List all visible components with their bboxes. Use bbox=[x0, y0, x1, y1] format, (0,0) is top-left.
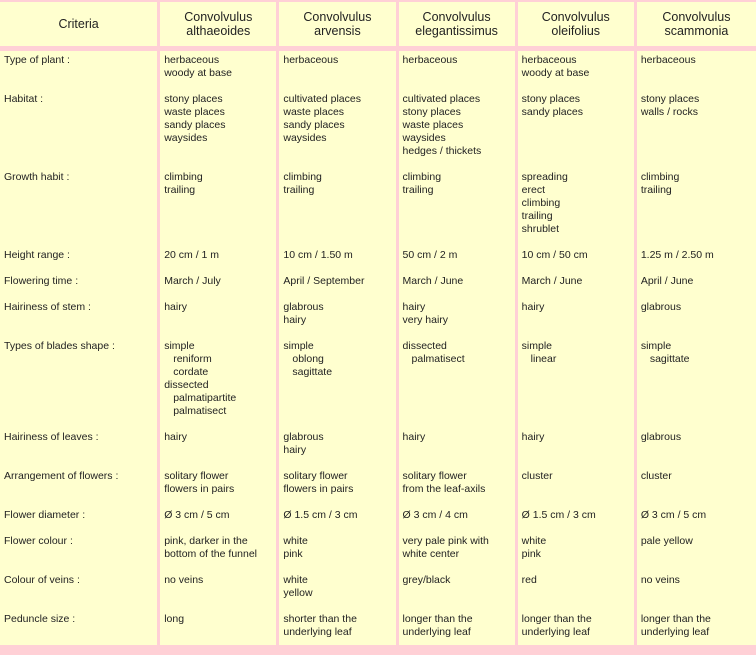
cell-line: trailing bbox=[402, 184, 434, 196]
table-cell bbox=[637, 428, 756, 467]
cell-line: simple bbox=[283, 340, 314, 352]
cell-line: climbing bbox=[283, 171, 322, 183]
species-name: scammonia bbox=[664, 24, 729, 38]
cell-line: climbing bbox=[640, 171, 680, 183]
table-cell bbox=[279, 506, 398, 532]
table-cell bbox=[160, 51, 279, 90]
cell-line: palmatipartite bbox=[173, 392, 237, 404]
cell-line: shorter than the bbox=[283, 613, 357, 625]
table-cell bbox=[399, 272, 518, 298]
cell-line: 20 cm / 1 m bbox=[164, 249, 220, 261]
table-cell bbox=[399, 467, 518, 506]
table-row bbox=[0, 51, 756, 90]
table-cell bbox=[279, 610, 398, 645]
table-cell bbox=[637, 337, 756, 428]
table-cell bbox=[160, 467, 279, 506]
cell-line: Ø 1.5 cm / 3 cm bbox=[521, 509, 596, 521]
cell-line: erect bbox=[521, 184, 546, 196]
table-cell bbox=[637, 467, 756, 506]
cell-line: solitary flower bbox=[283, 470, 348, 482]
table-cell bbox=[279, 428, 398, 467]
cell-line: March / June bbox=[521, 275, 583, 287]
cell-line: longer than the bbox=[640, 613, 711, 625]
table-cell bbox=[279, 51, 398, 90]
table-cell bbox=[399, 246, 518, 272]
cell-line: waste places bbox=[283, 106, 345, 118]
cell-line: herbaceous bbox=[521, 54, 577, 66]
cell-line: simple bbox=[640, 340, 672, 352]
table-cell bbox=[279, 571, 398, 610]
cell-line: sagittate bbox=[649, 353, 690, 365]
table-cell bbox=[637, 532, 756, 571]
cell-line: woody at base bbox=[164, 67, 232, 79]
cell-line: dissected bbox=[402, 340, 447, 352]
species-header bbox=[637, 0, 756, 51]
cell-line: glabrous bbox=[283, 431, 324, 443]
cell-line: 10 cm / 50 cm bbox=[521, 249, 588, 261]
table-cell bbox=[518, 168, 637, 246]
table-cell bbox=[518, 467, 637, 506]
criterion-label: Arrangement of flowers : bbox=[0, 467, 160, 506]
table-cell bbox=[637, 90, 756, 168]
criterion-label: Height range : bbox=[0, 246, 160, 272]
table-cell bbox=[518, 90, 637, 168]
table-cell bbox=[279, 467, 398, 506]
cell-line: pink, darker in the bbox=[164, 535, 248, 547]
cell-line: sandy places bbox=[283, 119, 345, 131]
table-cell bbox=[518, 272, 637, 298]
cell-line: underlying leaf bbox=[521, 626, 590, 638]
cell-line: hairy bbox=[164, 431, 187, 443]
cell-line: trailing bbox=[640, 184, 672, 196]
table-cell bbox=[637, 610, 756, 645]
species-genus: Convolvulus bbox=[422, 10, 491, 24]
table-row bbox=[0, 532, 756, 571]
table-cell bbox=[160, 298, 279, 337]
cell-line: sagittate bbox=[292, 366, 333, 378]
cell-line: longer than the bbox=[402, 613, 473, 625]
cell-line: palmatisect bbox=[411, 353, 465, 365]
cell-line: stony places bbox=[640, 93, 700, 105]
cell-line: sandy places bbox=[164, 119, 226, 131]
cell-line: cluster bbox=[521, 470, 553, 482]
cell-line: Ø 1.5 cm / 3 cm bbox=[283, 509, 358, 521]
cell-line: spreading bbox=[521, 171, 568, 183]
table-cell bbox=[518, 246, 637, 272]
cell-line: pale yellow bbox=[640, 535, 693, 547]
table-cell bbox=[160, 610, 279, 645]
table-row bbox=[0, 298, 756, 337]
species-genus: Convolvulus bbox=[303, 10, 372, 24]
cell-line: herbaceous bbox=[283, 54, 339, 66]
cell-line: palmatisect bbox=[173, 405, 227, 417]
criterion-label: Colour of veins : bbox=[0, 571, 160, 610]
cell-line: hairy bbox=[521, 431, 545, 443]
cell-line: simple bbox=[164, 340, 195, 352]
table-row bbox=[0, 428, 756, 467]
table-cell bbox=[160, 90, 279, 168]
cell-line: trailing bbox=[521, 210, 553, 222]
table-body bbox=[0, 51, 756, 645]
cell-line: glabrous bbox=[640, 301, 682, 313]
cell-line: 10 cm / 1.50 m bbox=[283, 249, 353, 261]
cell-line: underlying leaf bbox=[640, 626, 710, 638]
cell-line: hedges / thickets bbox=[402, 145, 482, 157]
criterion-label: Hairiness of stem : bbox=[0, 298, 160, 337]
cell-line: reniform bbox=[173, 353, 212, 365]
table-cell bbox=[279, 90, 398, 168]
cell-line: woody at base bbox=[521, 67, 590, 79]
table-cell bbox=[637, 246, 756, 272]
cell-line: hairy bbox=[283, 444, 307, 456]
cell-line: glabrous bbox=[640, 431, 682, 443]
cell-line: solitary flower bbox=[164, 470, 229, 482]
criterion-label: Hairiness of leaves : bbox=[0, 428, 160, 467]
table-cell bbox=[160, 428, 279, 467]
cell-line: waysides bbox=[164, 132, 208, 144]
cell-line: cultivated places bbox=[283, 93, 361, 105]
table-cell bbox=[279, 298, 398, 337]
table-cell bbox=[279, 532, 398, 571]
criterion-label: Type of plant : bbox=[0, 51, 160, 90]
species-header bbox=[160, 0, 279, 51]
table-row bbox=[0, 272, 756, 298]
table-cell bbox=[279, 168, 398, 246]
cell-line: no veins bbox=[164, 574, 204, 586]
cell-line: climbing bbox=[402, 171, 442, 183]
table-row bbox=[0, 90, 756, 168]
table-row bbox=[0, 337, 756, 428]
criterion-label: Flower colour : bbox=[0, 532, 160, 571]
table-cell bbox=[160, 337, 279, 428]
table-cell bbox=[160, 246, 279, 272]
cell-line: March / July bbox=[164, 275, 221, 287]
table-cell bbox=[399, 298, 518, 337]
cell-line: 50 cm / 2 m bbox=[402, 249, 458, 261]
table-cell bbox=[518, 428, 637, 467]
cell-line: simple bbox=[521, 340, 553, 352]
cell-line: sandy places bbox=[521, 106, 583, 118]
table-cell bbox=[399, 532, 518, 571]
species-name: oleifolius bbox=[551, 24, 601, 38]
table-cell bbox=[160, 506, 279, 532]
cell-line: yellow bbox=[283, 587, 313, 599]
cell-line: stony places bbox=[164, 93, 223, 105]
cell-line: dissected bbox=[164, 379, 209, 391]
table-cell bbox=[279, 337, 398, 428]
cell-line: hairy bbox=[402, 431, 426, 443]
cell-line: red bbox=[521, 574, 537, 586]
cell-line: climbing bbox=[164, 171, 203, 183]
table-row bbox=[0, 168, 756, 246]
cell-line: longer than the bbox=[521, 613, 592, 625]
table-cell bbox=[637, 168, 756, 246]
criteria-header: Criteria bbox=[0, 0, 160, 51]
table-row bbox=[0, 571, 756, 610]
table-row bbox=[0, 246, 756, 272]
cell-line: walls / rocks bbox=[640, 106, 699, 118]
cell-line: from the leaf-axils bbox=[402, 483, 486, 495]
cell-line: waysides bbox=[402, 132, 446, 144]
table-cell bbox=[399, 90, 518, 168]
cell-line: very hairy bbox=[402, 314, 449, 326]
table-cell bbox=[160, 168, 279, 246]
cell-line: shrublet bbox=[521, 223, 560, 235]
cell-line: Ø 3 cm / 4 cm bbox=[402, 509, 468, 521]
cell-line: bottom of the funnel bbox=[164, 548, 258, 560]
species-header bbox=[399, 0, 518, 51]
species-genus: Convolvulus bbox=[541, 10, 610, 24]
cell-line: very pale pink with bbox=[402, 535, 489, 547]
species-name: arvensis bbox=[314, 24, 361, 38]
cell-line: April / June bbox=[640, 275, 694, 287]
table-row bbox=[0, 610, 756, 645]
criterion-label: Peduncle size : bbox=[0, 610, 160, 645]
table-cell bbox=[399, 506, 518, 532]
table-cell bbox=[518, 571, 637, 610]
table-cell bbox=[279, 272, 398, 298]
table-cell bbox=[399, 610, 518, 645]
cell-line: white bbox=[521, 535, 547, 547]
cell-line: pink bbox=[283, 548, 303, 560]
cell-line: cultivated places bbox=[402, 93, 481, 105]
table-cell bbox=[637, 272, 756, 298]
cell-line: white bbox=[283, 535, 308, 547]
cell-line: linear bbox=[530, 353, 557, 365]
table-cell bbox=[399, 168, 518, 246]
cell-line: 1.25 m / 2.50 m bbox=[640, 249, 714, 261]
species-genus: Convolvulus bbox=[184, 10, 253, 24]
cell-line: flowers in pairs bbox=[164, 483, 235, 495]
table-cell bbox=[518, 337, 637, 428]
cell-line: waste places bbox=[402, 119, 464, 131]
cell-line: white center bbox=[402, 548, 460, 560]
table-cell bbox=[637, 506, 756, 532]
cell-line: stony places bbox=[402, 106, 461, 118]
cell-line: glabrous bbox=[283, 301, 324, 313]
table-cell bbox=[637, 298, 756, 337]
header-row bbox=[0, 0, 756, 51]
cell-line: hairy bbox=[164, 301, 187, 313]
table-cell bbox=[160, 571, 279, 610]
cell-line: hairy bbox=[402, 301, 426, 313]
cell-line: hairy bbox=[283, 314, 307, 326]
cell-line: white bbox=[283, 574, 308, 586]
table-cell bbox=[518, 610, 637, 645]
criterion-label: Growth habit : bbox=[0, 168, 160, 246]
table-cell bbox=[518, 532, 637, 571]
species-name: elegantissimus bbox=[415, 24, 498, 38]
cell-line: Ø 3 cm / 5 cm bbox=[640, 509, 707, 521]
cell-line: cluster bbox=[640, 470, 672, 482]
table-cell bbox=[399, 51, 518, 90]
cell-line: pink bbox=[521, 548, 541, 560]
criterion-label: Flower diameter : bbox=[0, 506, 160, 532]
cell-line: long bbox=[164, 613, 185, 625]
species-header bbox=[518, 0, 637, 51]
cell-line: cordate bbox=[173, 366, 209, 378]
table-cell bbox=[279, 246, 398, 272]
table-cell bbox=[518, 298, 637, 337]
species-name: althaeoides bbox=[186, 24, 251, 38]
cell-line: underlying leaf bbox=[402, 626, 471, 638]
cell-line: trailing bbox=[283, 184, 315, 196]
cell-line: solitary flower bbox=[402, 470, 467, 482]
table-cell bbox=[399, 428, 518, 467]
cell-line: grey/black bbox=[402, 574, 451, 586]
criterion-label: Types of blades shape : bbox=[0, 337, 160, 428]
cell-line: waste places bbox=[164, 106, 225, 118]
cell-line: stony places bbox=[521, 93, 581, 105]
criterion-label: Habitat : bbox=[0, 90, 160, 168]
cell-line: March / June bbox=[402, 275, 464, 287]
cell-line: no veins bbox=[640, 574, 680, 586]
cell-line: April / September bbox=[283, 275, 365, 287]
table-cell bbox=[160, 532, 279, 571]
cell-line: flowers in pairs bbox=[283, 483, 354, 495]
table-cell bbox=[637, 51, 756, 90]
table-cell bbox=[399, 571, 518, 610]
criterion-label: Flowering time : bbox=[0, 272, 160, 298]
table-row bbox=[0, 506, 756, 532]
table-cell bbox=[518, 506, 637, 532]
cell-line: Ø 3 cm / 5 cm bbox=[164, 509, 230, 521]
table-row bbox=[0, 467, 756, 506]
cell-line: herbaceous bbox=[164, 54, 220, 66]
cell-line: herbaceous bbox=[640, 54, 696, 66]
species-header bbox=[279, 0, 398, 51]
cell-line: trailing bbox=[164, 184, 196, 196]
table-cell bbox=[160, 272, 279, 298]
cell-line: underlying leaf bbox=[283, 626, 352, 638]
cell-line: herbaceous bbox=[402, 54, 458, 66]
cell-line: climbing bbox=[521, 197, 561, 209]
table-cell bbox=[399, 337, 518, 428]
table-cell bbox=[518, 51, 637, 90]
cell-line: waysides bbox=[283, 132, 327, 144]
cell-line: hairy bbox=[521, 301, 545, 313]
table-cell bbox=[637, 571, 756, 610]
cell-line: oblong bbox=[292, 353, 324, 365]
species-genus: Convolvulus bbox=[662, 10, 731, 24]
